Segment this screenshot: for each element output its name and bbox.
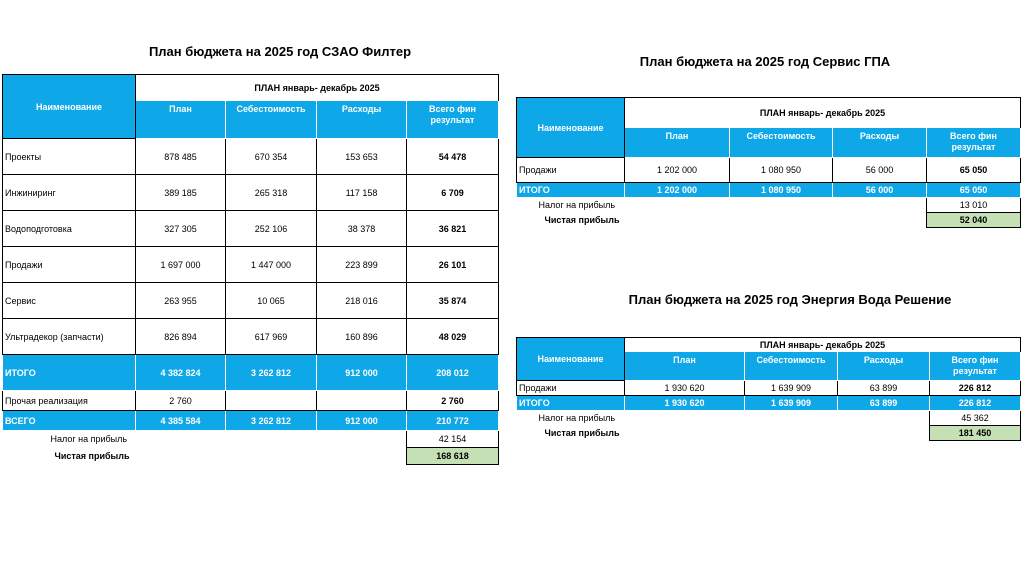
total-cost: 1 080 950 [730,183,833,198]
net-value: 52 040 [927,213,1021,228]
row-cost: 1 080 950 [730,158,833,183]
net-profit-row [3,448,499,465]
row-expenses: 160 896 [317,319,407,355]
tax-row [517,198,1021,213]
header-name: Наименование [517,338,625,381]
grand-cost: 3 262 812 [226,411,317,431]
total-row [517,396,1021,411]
row-expenses: 223 899 [317,247,407,283]
header-expenses: Расходы [317,101,407,139]
grand-expenses: 912 000 [317,411,407,431]
other-name: Прочая реализация [3,391,136,411]
tax-value: 45 362 [930,411,1021,426]
total-expenses: 63 899 [838,396,930,411]
grand-name: ВСЕГО [3,411,136,431]
row-result: 65 050 [927,158,1021,183]
total-plan: 1 202 000 [625,183,730,198]
total-expenses: 56 000 [833,183,927,198]
row-plan: 1 202 000 [625,158,730,183]
table-row [3,247,499,283]
total-plan: 4 382 824 [136,355,226,391]
row-result: 36 821 [407,211,499,247]
table-row [3,175,499,211]
row-expenses: 63 899 [838,381,930,396]
budget-table-energiya-voda-reshenie [516,337,1021,441]
grand-result: 210 772 [407,411,499,431]
budget-table-servis-gpa [516,97,1021,228]
table-row [517,158,1021,183]
table3-title: План бюджета на 2025 год Энергия Вода Решение [628,292,952,307]
tax-label: Налог на прибыль [538,413,616,424]
row-cost: 252 106 [226,211,317,247]
row-name: Продажи [517,158,625,183]
row-name: Продажи [517,381,625,396]
row-cost: 1 447 000 [226,247,317,283]
row-result: 226 812 [930,381,1021,396]
row-plan: 826 894 [136,319,226,355]
net-label: Чистая прибыль [544,428,620,438]
header-period: ПЛАН январь- декабрь 2025 [625,338,1021,352]
budget-table-szao-filter [2,74,499,465]
header-expenses: Расходы [833,128,927,158]
header-name: Наименование [3,75,136,139]
header-cost: Себестоимость [226,101,317,139]
row-cost: 617 969 [226,319,317,355]
row-name: Продажи [3,247,136,283]
table-row [3,139,499,175]
table1-title: План бюджета на 2025 год СЗАО Филтер [148,44,412,59]
total-result: 226 812 [930,396,1021,411]
other-plan: 2 760 [136,391,226,411]
tax-label: Налог на прибыль [538,200,616,211]
net-value: 181 450 [930,426,1021,441]
row-result: 54 478 [407,139,499,175]
total-cost: 1 639 909 [745,396,838,411]
total-row [517,183,1021,198]
other-expenses [317,391,407,411]
net-profit-row [517,213,1021,228]
table-row [3,211,499,247]
row-cost: 1 639 909 [745,381,838,396]
row-expenses: 218 016 [317,283,407,319]
total-row [3,355,499,391]
header-plan: План [625,128,730,158]
row-plan: 1 697 000 [136,247,226,283]
header-plan: План [136,101,226,139]
total-name: ИТОГО [3,355,136,391]
row-name: Инжиниринг [3,175,136,211]
row-result: 26 101 [407,247,499,283]
header-plan: План [625,352,745,381]
tax-row [3,431,499,448]
grand-total-row [3,411,499,431]
row-cost: 265 318 [226,175,317,211]
header-expenses: Расходы [838,352,930,381]
header-result: Всего фин результат [407,101,499,139]
row-plan: 389 185 [136,175,226,211]
net-label: Чистая прибыль [544,215,620,225]
tax-label: Налог на прибыль [50,434,128,445]
total-result: 65 050 [927,183,1021,198]
row-cost: 10 065 [226,283,317,319]
row-name: Проекты [3,139,136,175]
header-cost: Себестоимость [745,352,838,381]
header-result: Всего фин результат [927,128,1021,158]
other-result: 2 760 [407,391,499,411]
row-result: 35 874 [407,283,499,319]
header-period: ПЛАН январь- декабрь 2025 [136,75,499,101]
row-result: 6 709 [407,175,499,211]
tax-row [517,411,1021,426]
net-profit-row [517,426,1021,441]
table2-title: План бюджета на 2025 год Сервис ГПА [639,54,891,69]
tax-value: 42 154 [407,431,499,448]
row-plan: 878 485 [136,139,226,175]
header-period: ПЛАН январь- декабрь 2025 [625,98,1021,128]
header-name: Наименование [517,98,625,158]
tax-value: 13 010 [927,198,1021,213]
other-sales-row [3,391,499,411]
table-row [3,319,499,355]
total-expenses: 912 000 [317,355,407,391]
row-name: Ультрадекор (запчасти) [3,319,136,355]
row-expenses: 38 378 [317,211,407,247]
net-value: 168 618 [407,448,499,465]
row-expenses: 117 158 [317,175,407,211]
total-cost: 3 262 812 [226,355,317,391]
table-row [3,283,499,319]
row-result: 48 029 [407,319,499,355]
table-row [517,381,1021,396]
header-cost: Себестоимость [730,128,833,158]
total-name: ИТОГО [517,183,625,198]
row-name: Сервис [3,283,136,319]
row-name: Водоподготовка [3,211,136,247]
row-plan: 263 955 [136,283,226,319]
row-expenses: 153 653 [317,139,407,175]
row-plan: 1 930 620 [625,381,745,396]
net-label: Чистая прибыль [54,451,130,461]
row-cost: 670 354 [226,139,317,175]
total-name: ИТОГО [517,396,625,411]
other-cost [226,391,317,411]
total-result: 208 012 [407,355,499,391]
row-plan: 327 305 [136,211,226,247]
total-plan: 1 930 620 [625,396,745,411]
header-result: Всего фин результат [930,352,1021,381]
grand-plan: 4 385 584 [136,411,226,431]
row-expenses: 56 000 [833,158,927,183]
